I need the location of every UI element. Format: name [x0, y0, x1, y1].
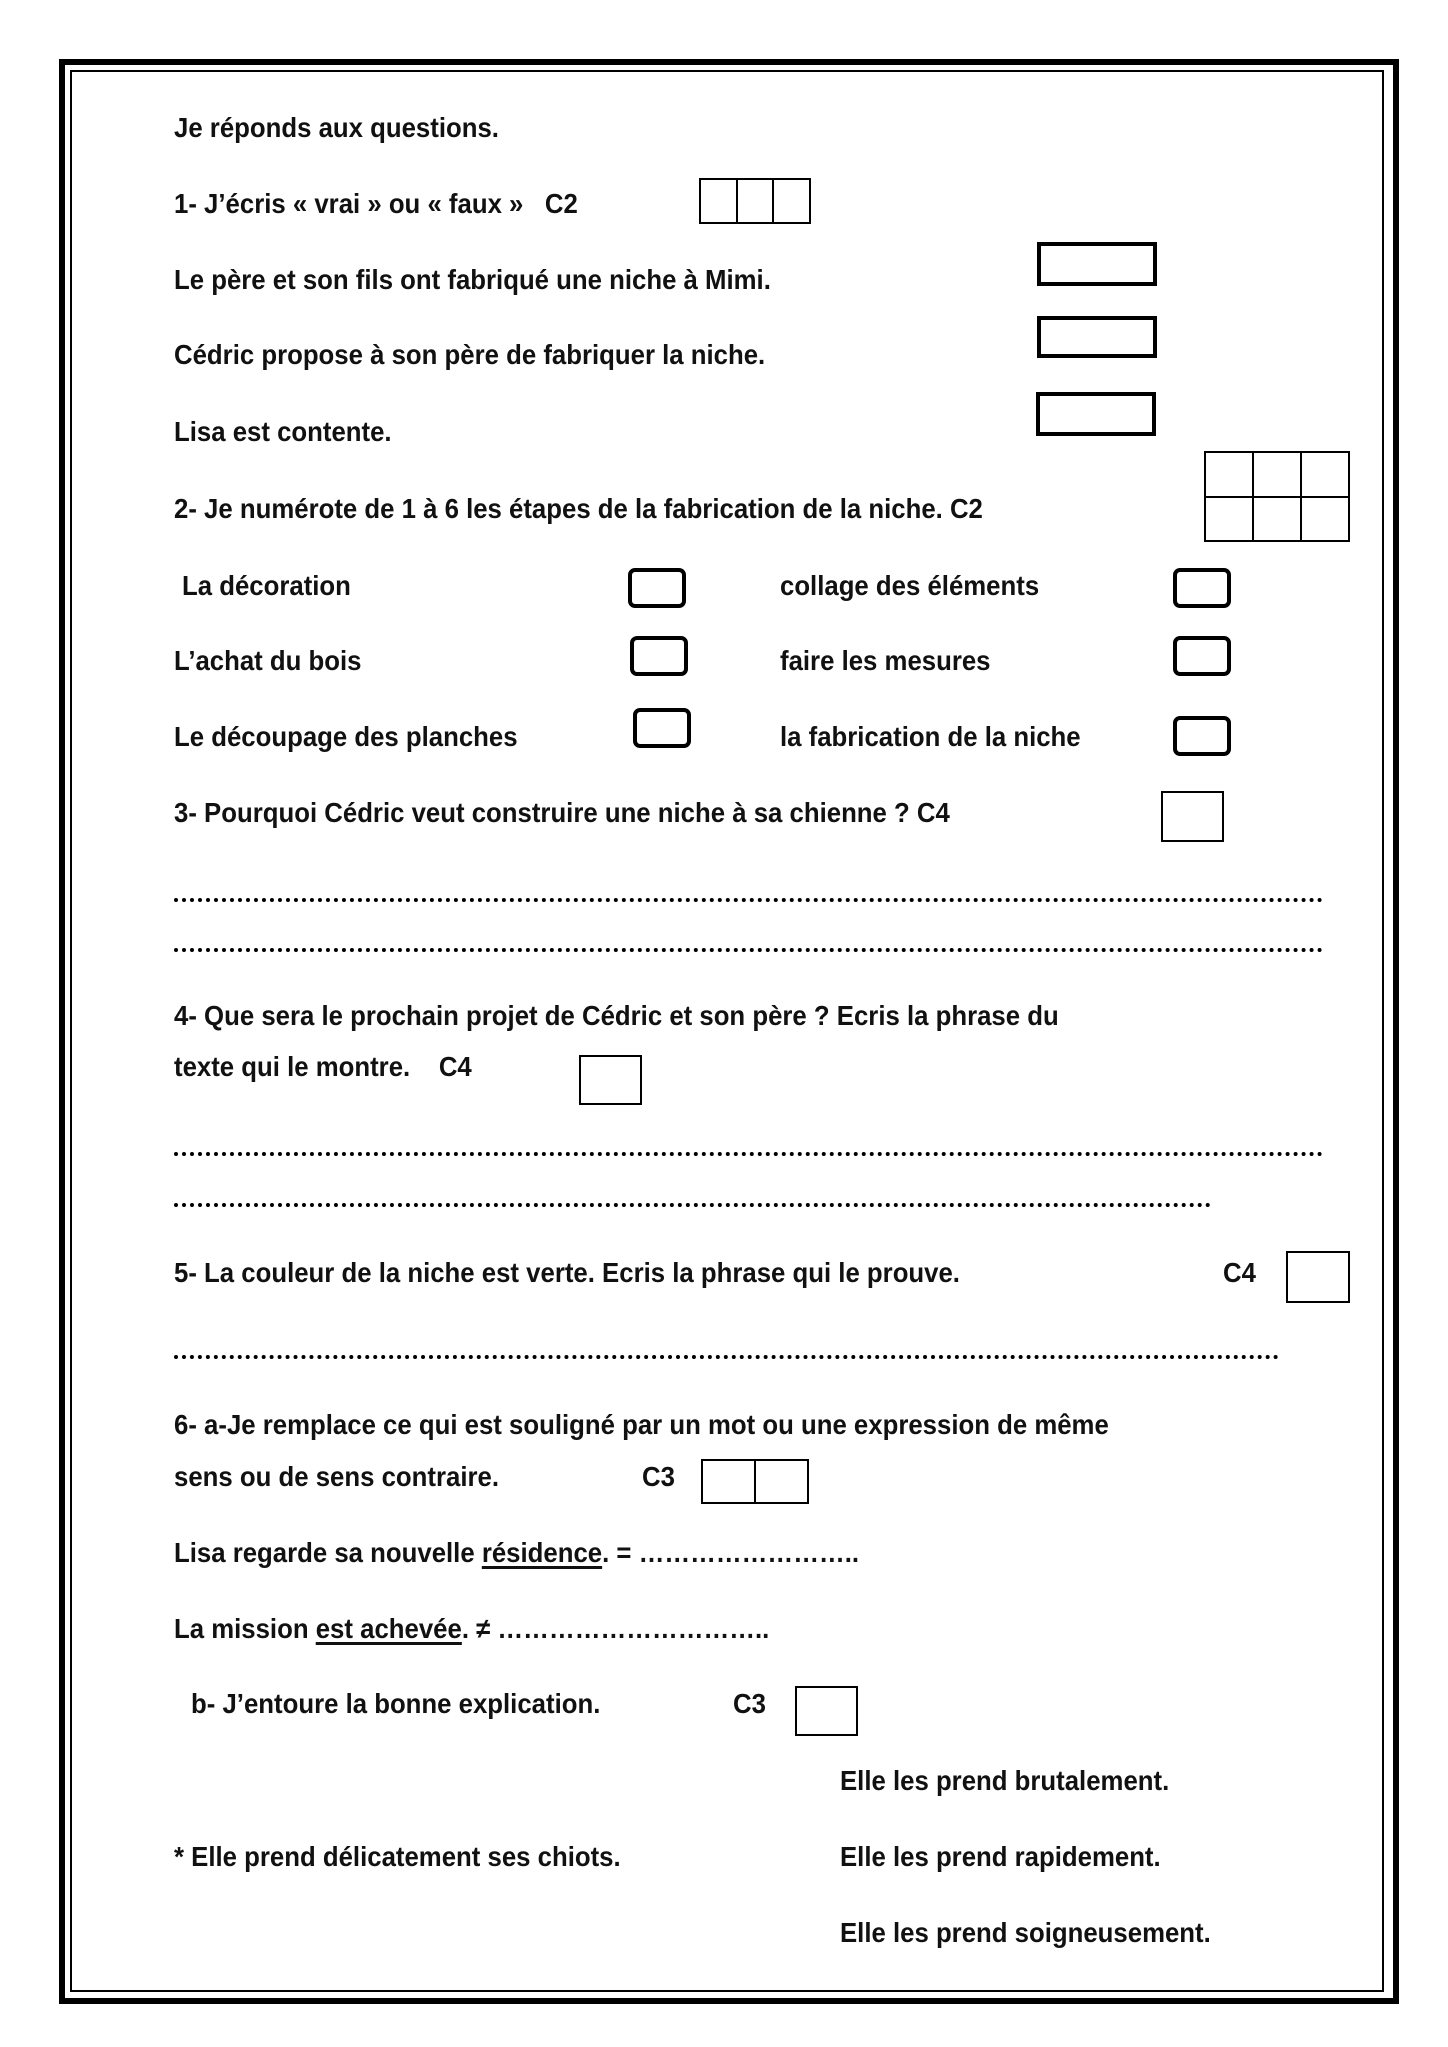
- q2-step-left-2: L’achat du bois: [174, 645, 362, 676]
- q1-item-3: Lisa est contente.: [174, 416, 392, 447]
- q4-label-line1: 4- Que sera le prochain projet de Cédric et son père ? Ecris la phrase du: [174, 1000, 1059, 1031]
- q5-code: C4: [1223, 1257, 1256, 1288]
- q2-label: 2- Je numérote de 1 à 6 les étapes de la fabrication de la niche. C2: [174, 493, 983, 524]
- q3-answer-line-1[interactable]: [174, 892, 1323, 902]
- q2-step-right-1: collage des éléments: [780, 570, 1040, 601]
- q1-label: [174, 186, 578, 222]
- q6b-option-2[interactable]: Elle les prend rapidement.: [840, 1841, 1161, 1872]
- q6-s2-pre: La mission: [174, 1613, 316, 1644]
- q1-text: 1- J’écris « vrai » ou « faux »: [174, 188, 524, 219]
- q6-s1-underlined: résidence: [481, 1537, 603, 1568]
- q1-score-grid: [699, 178, 811, 224]
- q6-s2-blank[interactable]: . ≠ …………………………..: [461, 1613, 770, 1644]
- q2-score-grid: [1204, 451, 1350, 542]
- q3-score-box: [1161, 791, 1224, 842]
- q2-step-box[interactable]: [1173, 636, 1231, 676]
- q6-label-line1: 6- a-Je remplace ce qui est souligné par un mot ou une expression de même: [174, 1409, 1109, 1440]
- q6-s2-underlined: est achevée: [315, 1613, 462, 1644]
- q1-item-2: Cédric propose à son père de fabriquer la niche.: [174, 339, 766, 370]
- q6b-label: b- J’entoure la bonne explication.: [191, 1688, 601, 1719]
- q2-step-box[interactable]: [1173, 716, 1231, 756]
- q1-answer-box-2[interactable]: [1037, 316, 1157, 358]
- q4-score-box: [579, 1055, 642, 1105]
- q6b-option-1[interactable]: Elle les prend brutalement.: [840, 1765, 1170, 1796]
- q3-answer-line-2[interactable]: [174, 942, 1323, 952]
- q5-answer-line[interactable]: [174, 1349, 1279, 1359]
- q2-step-box[interactable]: [1173, 568, 1231, 608]
- q4-answer-line-1[interactable]: [174, 1146, 1323, 1156]
- q6-sentence-2: [174, 1611, 769, 1647]
- q5-score-box: [1286, 1251, 1350, 1303]
- q6-score-grid: [701, 1459, 809, 1504]
- q1-answer-box-1[interactable]: [1037, 242, 1157, 286]
- q6b-sentence: * Elle prend délicatement ses chiots.: [174, 1841, 621, 1872]
- q2-step-left-3: Le découpage des planches: [174, 721, 518, 752]
- q4-answer-line-2[interactable]: [174, 1197, 1211, 1207]
- q6b-score-box: [795, 1686, 858, 1736]
- q4-code: C4: [438, 1051, 472, 1082]
- q6-sentence-1: [174, 1535, 859, 1571]
- instructions-title: Je réponds aux questions.: [174, 112, 499, 143]
- q2-step-right-2: faire les mesures: [780, 645, 991, 676]
- q6-code: C3: [642, 1461, 675, 1492]
- q2-step-left-1: La décoration: [182, 570, 351, 601]
- q6-label-line2: sens ou de sens contraire.: [174, 1461, 499, 1492]
- q5-label: 5- La couleur de la niche est verte. Ecris la phrase qui le prouve.: [174, 1257, 960, 1288]
- q4-label-line2: [174, 1049, 472, 1085]
- q1-item-1: Le père et son fils ont fabriqué une niche à Mimi.: [174, 264, 771, 295]
- q2-step-box[interactable]: [633, 708, 691, 748]
- q2-step-box[interactable]: [628, 568, 686, 608]
- q3-label: 3- Pourquoi Cédric veut construire une niche à sa chienne ? C4: [174, 797, 950, 828]
- q2-step-box[interactable]: [630, 636, 688, 676]
- q4-text: texte qui le montre.: [174, 1051, 411, 1082]
- q6b-code: C3: [733, 1688, 766, 1719]
- q6b-option-3[interactable]: Elle les prend soigneusement.: [840, 1917, 1211, 1948]
- q1-code: C2: [544, 188, 578, 219]
- q2-step-right-3: la fabrication de la niche: [780, 721, 1081, 752]
- q6-s1-blank[interactable]: . = ……………………..: [602, 1537, 860, 1568]
- q6-s1-pre: Lisa regarde sa nouvelle: [174, 1537, 482, 1568]
- q1-answer-box-3[interactable]: [1036, 392, 1156, 436]
